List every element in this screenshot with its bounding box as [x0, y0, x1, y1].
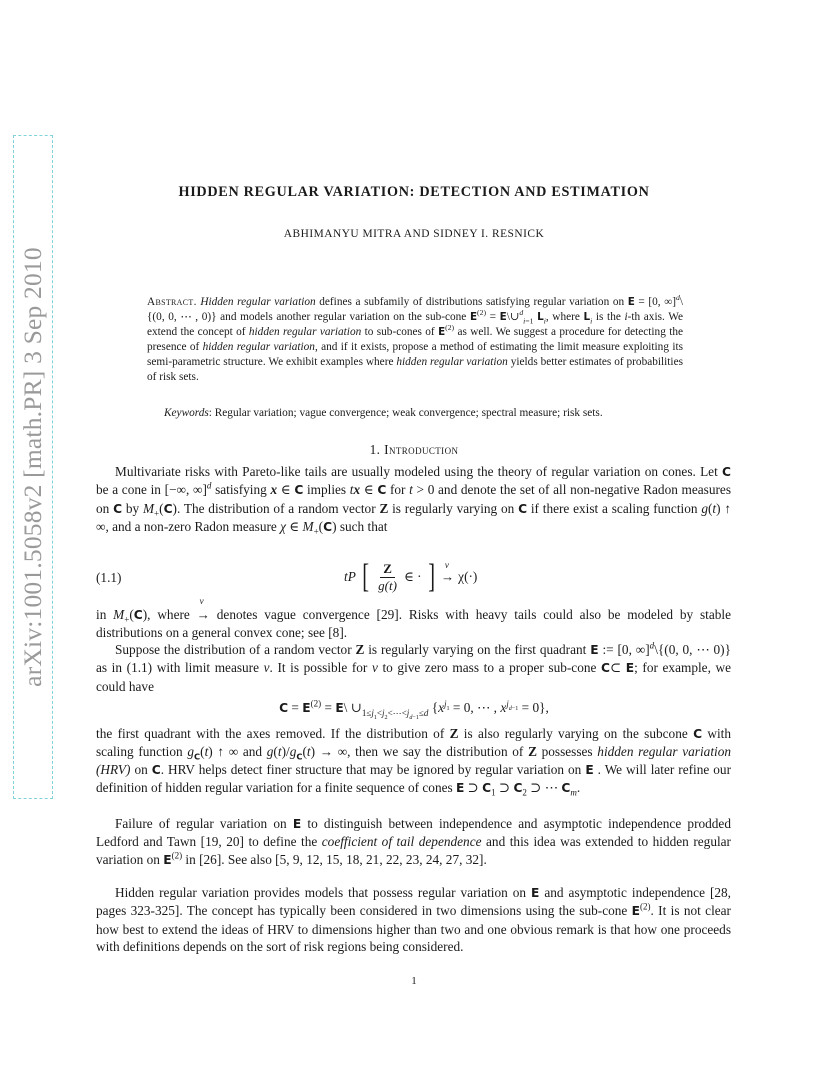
equation-1-1: [96, 560, 732, 600]
abstract-text: Hidden regular variation defines a subfamily of distributions satisfying regular variation on E = [0, ∞]$^d$\{(0, 0, ⋯ , 0)} and models another regular variation on the sub-cone $E^{(2)}$ = E\∪$^d_{i=1}$ $L_i$, where $L_i$ is the i-th axis. We extend the concept of hidden regular variation to sub-cones of $E^{(2)}$ as well. We suggest a procedure for detecting the presence of hidden regular variation, and if it exists, propose a method of estimating the limit measure exploiting its semi-parametric structure. We exhibit examples where hidden regular variation yields better estimates of probabilities of risk sets.: [147, 293, 684, 384]
left-bracket: [: [362, 558, 369, 595]
display-equation-cone: $C = E^{(2)}$ = E\ $\cup_{1\le j_1<j_2<\cdots<j_{d-1}\le d}$ {$x^{j_1} = 0$, ⋯ , $x^{j_{d-1}} = 0$},: [279, 698, 549, 721]
equation-left: tP: [344, 569, 356, 584]
keywords-label: Keywords: [164, 407, 209, 419]
arrow-symbol: →: [440, 569, 455, 584]
fraction-numerator: Z: [380, 561, 395, 578]
after-equation-text: in $M_+(C)$, where v → denotes vague convergence [29]. Risks with heavy tails could also be modeled by stable distributions on a general convex cone; see [8].: [96, 596, 731, 641]
equation-body: [344, 560, 477, 594]
intro-paragraph-2: Suppose the distribution of a random vector Z is regularly varying on the first quadrant E := [0, ∞]$^d$\{(0, 0, ⋯ 0)} as in (1.1) with limit measure ν. It is possible for ν to give zero mass to a proper sub-cone C⊂ E; for example, we could have: [96, 640, 732, 694]
intro-paragraph-4: Failure of regular variation on E to distinguish between independence and asymptotic independence prodded Ledford and Tawn [19, 20] to define the coefficient of tail dependence and this idea was extended to hidden regular variation on $E^{(2)}$ in [26]. See also [5, 9, 12, 15, 18, 21, 22, 23, 24, 27, 32].: [96, 816, 731, 867]
abstract-label: Abstract.: [147, 296, 197, 308]
arxiv-identifier-stamp: arXiv:1001.5058v2 [math.PR] 3 Sep 2010: [15, 137, 51, 797]
arrow-label: v: [444, 560, 449, 570]
keywords: [147, 407, 683, 419]
equation-fraction: [375, 561, 400, 594]
fraction-denominator: g(t): [378, 577, 397, 593]
section-number: 1.: [369, 442, 381, 457]
vague-arrow: [440, 560, 455, 585]
equation-right: χ(·): [458, 569, 478, 584]
page-number: 1: [411, 975, 417, 987]
paper-authors: ABHIMANYU MITRA AND SIDNEY I. RESNICK: [283, 228, 545, 240]
equation-membership: ∈ ·: [403, 569, 422, 584]
right-bracket: ]: [427, 558, 435, 595]
intro-paragraph-5: Hidden regular variation provides models that possess regular variation on E and asymptotic independence [28, pages 323-325]. The concept has typically been considered in two dimensions using the sub-cone $E^{(2)}$. It is not clear how best to extend the ideas of HRV to dimensions higher than two and one obvious remark is that how one proceeds with definitions depends on the sort of risk regions being considered.: [96, 885, 731, 954]
intro-paragraph-1: Multivariate risks with Pareto-like tails are usually modeled using the theory of regular variation on cones. Let C be a cone in [−∞, ∞]$^d$ satisfying x ∈ C implies tx ∈ C for t > 0 and denote the set of all non-negative Radon measures on C by $M_+(C)$. The distribution of a random vector Z is regularly varying on C if there exist a scaling function g(t) ↑ ∞, and a non-zero Radon measure χ ∈ $M_+(C)$ such that: [96, 464, 732, 537]
abstract: [147, 295, 683, 386]
keywords-text: : Regular variation; vague convergence; weak convergence; spectral measure; risk sets.: [208, 407, 603, 419]
intro-paragraph-3: the first quadrant with the axes removed. If the distribution of Z is also regularly varying on the subcone C with scaling function $g_C(t)$ ↑ ∞ and $g(t)/g_C(t)$ → ∞, then we say the distribution of Z possesses hidden regular variation (HRV) on C. HRV helps detect finer structure that may be ignored by regular variation on E . We will later refine our definition of hidden regular variation for a finite sequence of cones E ⊃ $C_1$ ⊃ $C_2$ ⊃ ⋯ $C_m$.: [96, 726, 732, 798]
paper-title: HIDDEN REGULAR VARIATION: DETECTION AND ESTIMATION: [178, 184, 650, 200]
equation-number: (1.1): [96, 570, 122, 585]
section-heading: [96, 442, 732, 458]
section-title: Introduction: [384, 442, 459, 457]
